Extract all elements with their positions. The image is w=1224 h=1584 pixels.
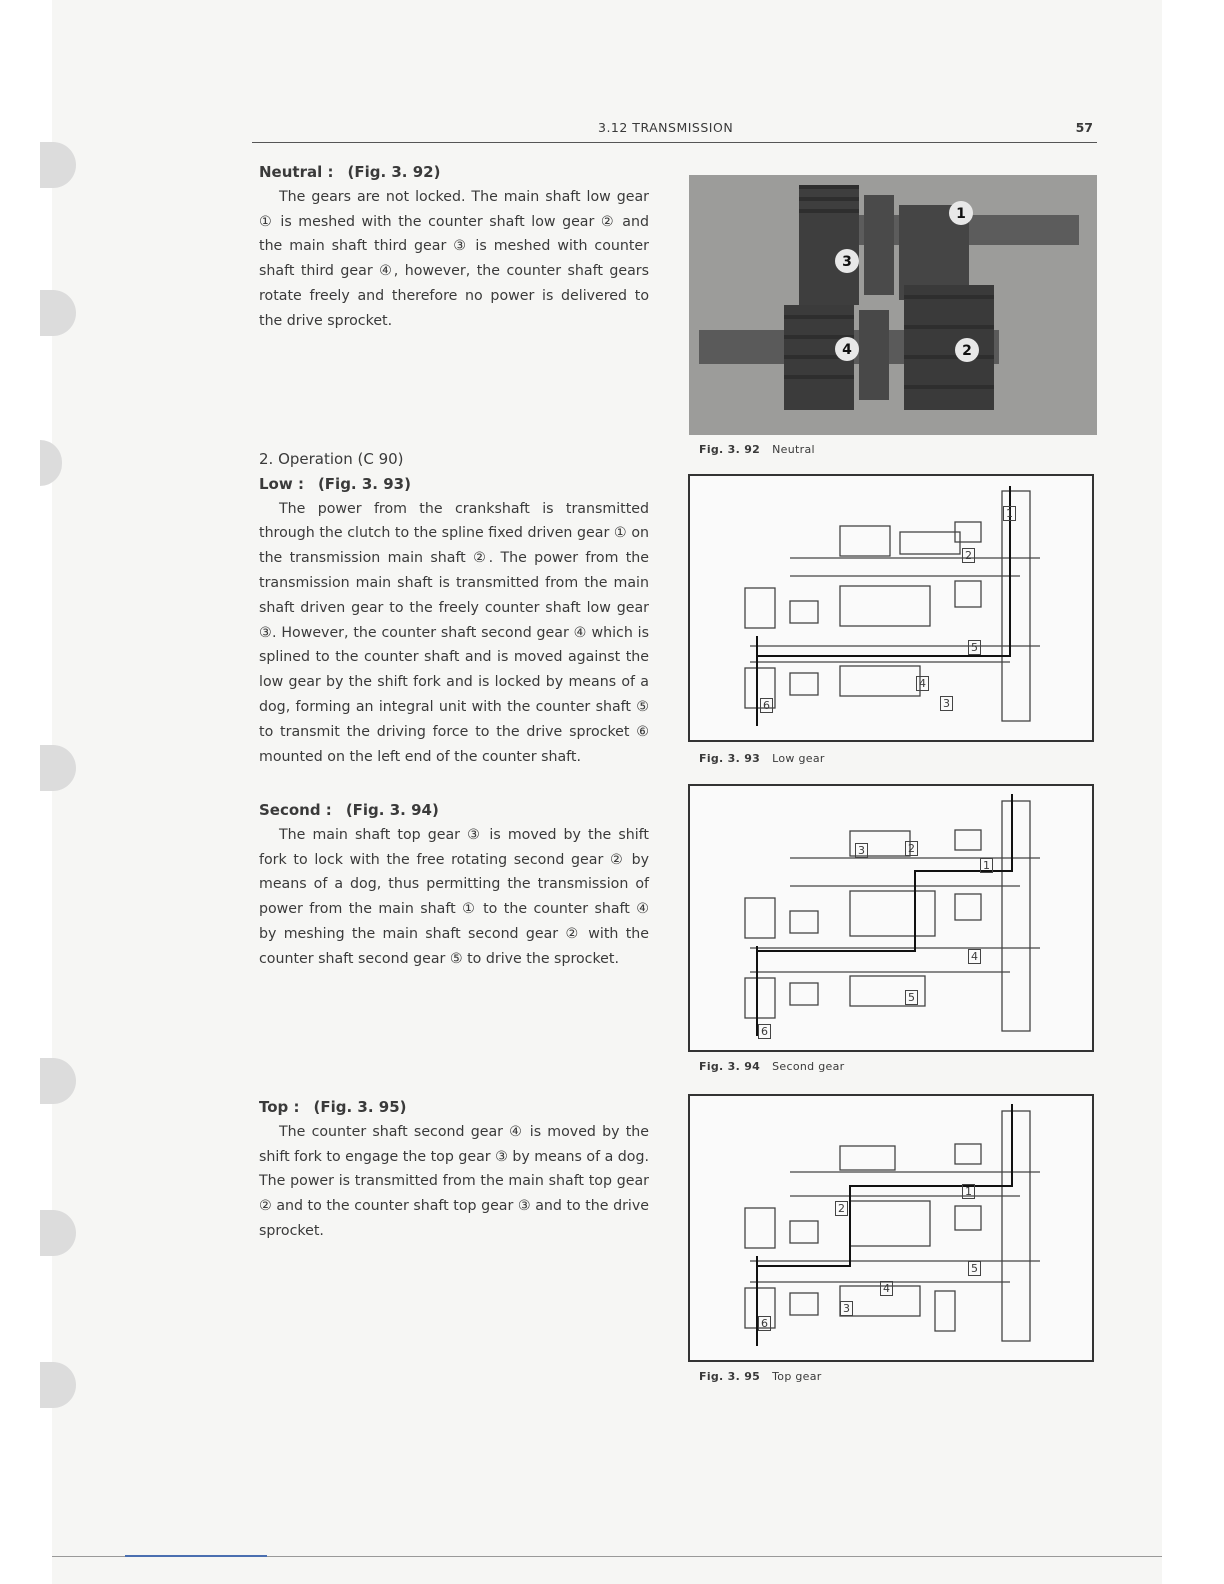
low-fig-ref: (Fig. 3. 93) xyxy=(317,474,411,493)
fig92-label: Neutral xyxy=(772,443,815,456)
top-gear-diagram xyxy=(688,1094,1094,1362)
page-number: 57 xyxy=(1075,120,1093,135)
second-section xyxy=(259,798,649,972)
fig94-label: Second gear xyxy=(772,1060,845,1073)
top-section xyxy=(259,1095,649,1244)
page-header xyxy=(252,118,1097,143)
callout-2: 2 xyxy=(962,548,975,563)
marker-1: 1 xyxy=(956,206,966,222)
fig94-caption xyxy=(699,1060,844,1073)
neutral-title: Neutral : xyxy=(259,163,334,181)
top-body: The counter shaft second gear ④ is moved by the shift fork to engage the top gear ③ by means of a dog. The power is transmitted from the main shaft top gear ② and to the counter shaft top gear ③ and to the drive sprocket. xyxy=(259,1123,649,1239)
fig95-label: Top gear xyxy=(772,1370,822,1383)
second-heading xyxy=(259,798,649,823)
marker-3: 3 xyxy=(842,254,852,270)
second-title: Second : xyxy=(259,801,332,819)
top-heading xyxy=(259,1095,649,1120)
neutral-heading xyxy=(259,160,649,185)
low-heading xyxy=(259,472,649,497)
callout-2: 2 xyxy=(905,841,918,856)
low-body: The power from the crankshaft is transmitted through the clutch to the spline fixed driven gear ① on the transmission main shaft ②. The power from the transmission main shaft is transmitted from the main shaft driven gear to the freely counter shaft low gear ③. However, the counter shaft second gear ④ which is splined to the counter shaft and is moved against the low gear by the shift fork and is locked by means of a dog, forming an integral unit with the counter shaft ⑤ to transmit the driving force to the drive sprocket ⑥ mounted on the left end of the counter shaft. xyxy=(259,500,649,765)
fig95-caption xyxy=(699,1370,822,1383)
fig93-number: Fig. 3. 93 xyxy=(699,752,761,765)
second-body: The main shaft top gear ③ is moved by the shift fork to lock with the free rotating second gear ② by means of a dog, thus permitting the transmission of power from the main shaft ① to the counter shaft ④ by meshing the main shaft second gear ② with the counter shaft second gear ⑤ to drive the sprocket. xyxy=(259,826,649,967)
neutral-section xyxy=(259,160,649,334)
callout-2: 2 xyxy=(835,1201,848,1216)
neutral-fig-ref: (Fig. 3. 92) xyxy=(347,163,441,181)
top-title: Top : xyxy=(259,1098,300,1116)
callout-1: 1 xyxy=(1003,506,1016,521)
callout-1: 1 xyxy=(980,858,993,873)
neutral-gear-photo xyxy=(689,175,1097,435)
callout-6: 6 xyxy=(758,1024,771,1039)
marker-4: 4 xyxy=(842,342,852,358)
second-gear-diagram xyxy=(688,784,1094,1052)
callout-4: 4 xyxy=(968,949,981,964)
callout-3: 3 xyxy=(855,843,868,858)
callout-5: 5 xyxy=(968,1261,981,1276)
callout-5: 5 xyxy=(905,990,918,1005)
callout-1: 1 xyxy=(962,1184,975,1199)
low-title: Low : xyxy=(259,474,304,493)
callout-4: 4 xyxy=(916,676,929,691)
marker-2: 2 xyxy=(962,343,972,359)
callout-3: 3 xyxy=(840,1301,853,1316)
footer-link[interactable] xyxy=(125,1555,267,1557)
fig95-number: Fig. 3. 95 xyxy=(699,1370,761,1383)
fig92-caption xyxy=(699,443,815,456)
second-fig-ref: (Fig. 3. 94) xyxy=(345,801,439,819)
callout-4: 4 xyxy=(880,1281,893,1296)
section-title: 3.12 TRANSMISSION xyxy=(598,120,734,135)
callout-3: 3 xyxy=(940,696,953,711)
operation-heading: 2. Operation (C 90) xyxy=(259,450,404,468)
callout-6: 6 xyxy=(758,1316,771,1331)
top-fig-ref: (Fig. 3. 95) xyxy=(313,1098,407,1116)
low-gear-diagram xyxy=(688,474,1094,742)
fig93-caption xyxy=(699,752,825,765)
callout-5: 5 xyxy=(968,640,981,655)
fig93-label: Low gear xyxy=(772,752,825,765)
callout-6: 6 xyxy=(760,698,773,713)
low-section xyxy=(259,447,649,769)
fig94-number: Fig. 3. 94 xyxy=(699,1060,761,1073)
neutral-body: The gears are not locked. The main shaft low gear ① is meshed with the counter shaft low gear ② and the main shaft third gear ③ is meshed with counter shaft third gear ④, however, the counter shaft gears rotate freely and therefore no power is delivered to the drive sprocket. xyxy=(259,188,649,329)
fig92-number: Fig. 3. 92 xyxy=(699,443,761,456)
